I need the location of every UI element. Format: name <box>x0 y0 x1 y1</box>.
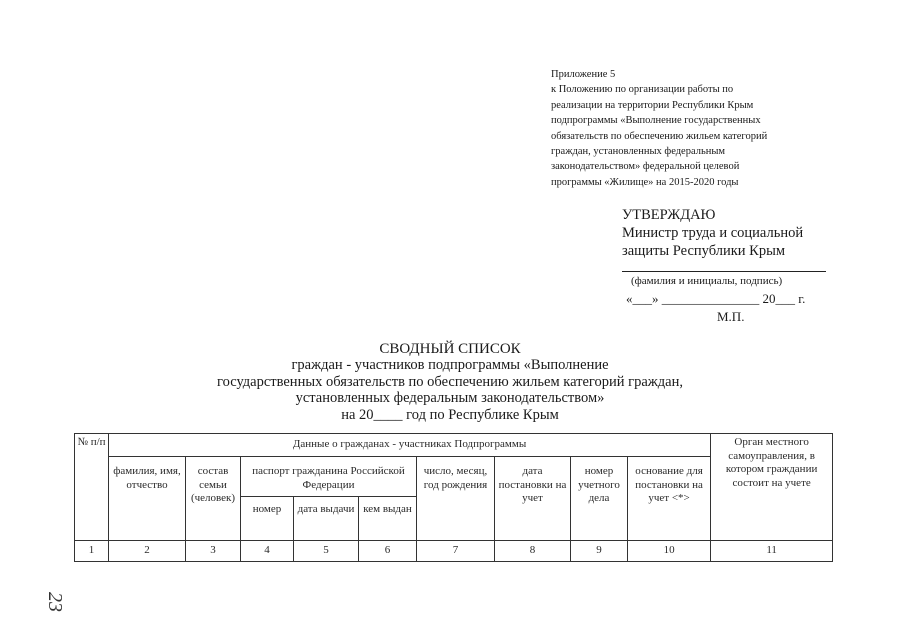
col-header-birth: число, месяц, год рождения <box>417 457 495 541</box>
column-number: 2 <box>109 541 186 562</box>
column-number: 6 <box>359 541 417 562</box>
approval-date-line: «___» _______________ 20___ г. <box>626 291 806 306</box>
column-number: 7 <box>417 541 495 562</box>
column-number: 10 <box>628 541 711 562</box>
col-header-passport: паспорт гражданина Российской Федерации <box>241 457 417 497</box>
approval-line: защиты Республики Крым <box>622 243 785 259</box>
annex-note <box>551 67 851 190</box>
col-header-family: состав семьи (человек) <box>186 457 241 541</box>
title-line: граждан - участников подпрограммы «Выполнение <box>291 357 609 374</box>
col-header-organ: Орган местного самоуправления, в котором граждании состоит на учете <box>711 434 833 541</box>
annex-line: граждан, установленных федеральным <box>551 146 726 158</box>
col-header-fio: фамилия, имя, отчество <box>109 457 186 541</box>
annex-line: реализации на территории Республики Крым <box>551 99 754 111</box>
approval-heading: УТВЕРЖДАЮ <box>622 207 716 223</box>
column-number: 11 <box>711 541 833 562</box>
page-number: 23 <box>44 592 66 612</box>
column-number: 5 <box>294 541 359 562</box>
approval-block <box>622 206 892 260</box>
signature-line <box>622 271 826 272</box>
approval-line: Министр труда и социальной <box>622 225 804 241</box>
annex-line: к Положению по организации работы по <box>551 84 734 96</box>
column-number: 4 <box>241 541 294 562</box>
stamp-label: М.П. <box>717 309 745 324</box>
column-number: 1 <box>75 541 109 562</box>
title-line: на 20____ год по Республике Крым <box>341 406 559 423</box>
column-number-row <box>75 541 833 562</box>
col-header-number: № п/п <box>75 434 109 541</box>
col-header-group: Данные о гражданах - участниках Подпрограммы <box>109 434 711 457</box>
col-header-basis: основание для постановки на учет <*> <box>628 457 711 541</box>
annex-line: подпрограммы «Выполнение государственных <box>551 115 761 127</box>
annex-line: обязательств по обеспечению жильем категорий <box>551 130 768 142</box>
column-number: 8 <box>495 541 571 562</box>
col-header-pass-number: номер <box>241 497 294 541</box>
annex-line: законодательством» федеральной целевой <box>551 161 740 173</box>
title-line: государственных обязательств по обеспечению жильем категорий граждан, <box>217 373 683 390</box>
document-title <box>190 341 710 423</box>
summary-table <box>74 433 833 562</box>
title-main: СВОДНЫЙ СПИСОК <box>379 341 521 357</box>
column-number: 3 <box>186 541 241 562</box>
col-header-case-number: номер учетного дела <box>571 457 628 541</box>
col-header-pass-date: дата выдачи <box>294 497 359 541</box>
annex-line: программы «Жилище» на 2015-2020 годы <box>551 176 739 188</box>
col-header-reg-date: дата постановки на учет <box>495 457 571 541</box>
annex-line: Приложение 5 <box>551 69 616 80</box>
column-number: 9 <box>571 541 628 562</box>
col-header-pass-issuer: кем выдан <box>359 497 417 541</box>
signature-caption: (фамилия и инициалы, подпись) <box>631 275 783 287</box>
title-line: установленных федеральным законодательством» <box>295 390 605 407</box>
